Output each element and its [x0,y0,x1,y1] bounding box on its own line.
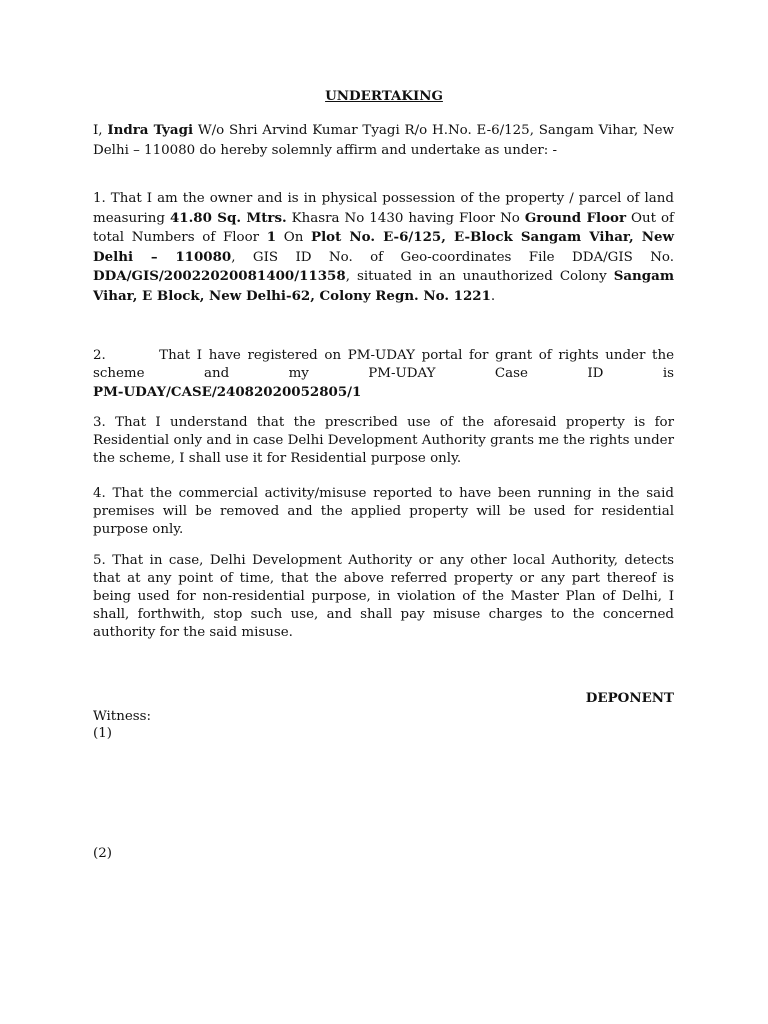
document-title: UNDERTAKING [325,88,443,104]
deponent-label: DEPONENT [585,690,674,706]
plot-address: Plot No. E-6/125, E-Block Sangam Vihar, New Delhi – 110080 [93,229,674,265]
clause-1 [93,189,674,306]
land-area: 41.80 Sq. Mtrs. [169,209,287,226]
floor-no: Ground Floor [524,209,627,226]
clause-2 [93,347,674,402]
clause-1-text: Out of total Numbers of Floor [93,210,674,245]
floors-total: 1 [266,229,277,245]
clause-2-line: scheme and my PM-UDAY Case ID is [93,366,674,381]
clause-1-text: , situated in an unauthorized Colony [345,269,614,284]
clause-2-line: 2. That I have registered on PM-UDAY portal for grant of rights under the [93,348,674,363]
witness-1: (1) [93,726,112,741]
witness-label: Witness: [93,709,151,724]
clause-1-text: . [490,288,496,304]
clause-3: 3. That I understand that the prescribed use of the aforesaid property is for Residential only and in case Delhi Development Authority grants me the rights under the scheme, I shall use it for Residential purpose only. [93,415,674,466]
gis-number: DDA/GIS/20022020081400/11358 [93,268,346,284]
clause-4: 4. That the commercial activity/misuse reported to have been running in the said premises will be removed and the applied property will be used for residential purpose only. [93,486,674,537]
deponent-name: Indra Tyagi [107,122,194,138]
case-id: PM-UDAY/CASE/24082020052805/1 [93,384,362,400]
clause-1-text: Khasra No 1430 having Floor No [286,210,525,226]
colony-name: Sangam Vihar, E Block, New Delhi-62, Colony Regn. No. 1221 [93,268,674,304]
intro-paragraph [93,121,674,160]
clause-1-text: 1. That I am the owner and is in physical possession of the property / parcel of land measuring [93,191,674,226]
witness-2: (2) [93,846,112,861]
clause-1-text: On [276,230,312,245]
clause-5: 5. That in case, Delhi Development Authority or any other local Authority, detects that at any point of time, that the above referred property or any part thereof is being used for non-residential purpose, in violation of the Master Plan of Delhi, I shall, forthwith, stop such use, and shall pay misuse charges to the concerned authority for the said misuse. [93,553,674,640]
intro-text: I, [93,123,108,138]
intro-text-rest: W/o Shri Arvind Kumar Tyagi R/o H.No. E-6/125, Sangam Vihar, New Delhi – 110080 do hereby solemnly affirm and undertake as under: - [93,123,674,158]
clause-1-text: , GIS ID No. of Geo-coordinates File DDA/GIS No. [231,249,675,265]
